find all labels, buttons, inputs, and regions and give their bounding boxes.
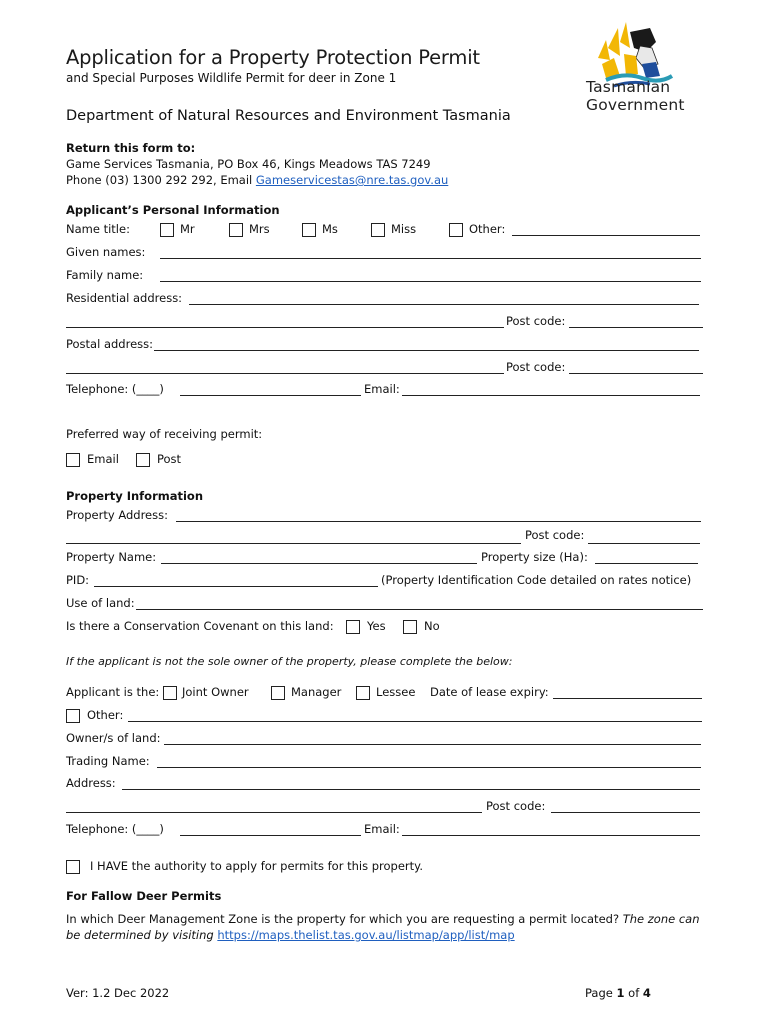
- authority-checkbox[interactable]: [66, 860, 80, 874]
- covenant-no-checkbox[interactable]: [403, 620, 417, 634]
- given-names-label: Given names:: [66, 245, 146, 259]
- owner-email-label: Email:: [364, 822, 400, 836]
- property-size-label: Property size (Ha):: [481, 550, 588, 564]
- title-miss-checkbox[interactable]: [371, 223, 385, 237]
- postal-postcode-label: Post code:: [506, 360, 566, 374]
- property-address-field-2[interactable]: [66, 543, 521, 544]
- covenant-label: Is there a Conservation Covenant on this land:: [66, 619, 334, 633]
- trading-name-label: Trading Name:: [66, 754, 150, 768]
- property-name-label: Property Name:: [66, 550, 157, 564]
- title-ms-checkbox[interactable]: [302, 223, 316, 237]
- residential-address-field-2[interactable]: [66, 327, 504, 328]
- land-use-field[interactable]: [136, 609, 703, 610]
- page-number: [585, 986, 651, 1000]
- covenant-yes-checkbox[interactable]: [346, 620, 360, 634]
- postal-address-field-2[interactable]: [66, 373, 504, 374]
- fallow-question-line: [66, 912, 706, 926]
- logo-text-line2: Government: [586, 96, 685, 114]
- pid-label: PID:: [66, 573, 90, 587]
- fallow-question: In which Deer Management Zone is the property for which you are requesting a permit located?: [66, 912, 620, 926]
- pid-field[interactable]: [94, 586, 378, 587]
- role-manager-label: Manager: [291, 685, 342, 699]
- property-heading: Property Information: [66, 489, 204, 503]
- return-phone: Phone (03) 1300 292 292, Email: [66, 173, 256, 187]
- residential-address-label: Residential address:: [66, 291, 183, 305]
- title-mr-label: Mr: [180, 222, 195, 236]
- fallow-heading: For Fallow Deer Permits: [66, 889, 222, 903]
- owner-address-field-2[interactable]: [66, 812, 482, 813]
- residential-postcode-field[interactable]: [569, 327, 703, 328]
- title-mr-checkbox[interactable]: [160, 223, 174, 237]
- zone-note-part1: The zone can: [622, 912, 700, 926]
- family-name-label: Family name:: [66, 268, 144, 282]
- role-joint-owner-checkbox[interactable]: [163, 686, 177, 700]
- pid-note: (Property Identification Code detailed on rates notice): [381, 573, 692, 587]
- covenant-no-label: No: [424, 619, 440, 633]
- name-title-label: Name title:: [66, 222, 130, 236]
- property-postcode-label: Post code:: [525, 528, 585, 542]
- owner-address-label: Address:: [66, 776, 116, 790]
- return-contact: [66, 173, 448, 187]
- department-name: Department of Natural Resources and Environment Tasmania: [66, 108, 511, 124]
- trading-name-field[interactable]: [157, 767, 701, 768]
- title-mrs-checkbox[interactable]: [229, 223, 243, 237]
- page-current: 1: [616, 986, 625, 1000]
- logo-text-line1: Tasmanian: [586, 78, 671, 96]
- role-lessee-checkbox[interactable]: [356, 686, 370, 700]
- property-address-field[interactable]: [176, 521, 701, 522]
- return-heading: Return this form to:: [66, 141, 196, 155]
- owner-address-field[interactable]: [122, 789, 700, 790]
- title-other-checkbox[interactable]: [449, 223, 463, 237]
- property-name-field[interactable]: [161, 563, 477, 564]
- page-total: 4: [642, 986, 651, 1000]
- owner-note: If the applicant is not the sole owner of the property, please complete the below:: [66, 655, 513, 668]
- role-other-field[interactable]: [128, 721, 702, 722]
- telephone-label: Telephone: (____): [66, 382, 164, 396]
- land-use-label: Use of land:: [66, 596, 135, 610]
- postal-address-label: Postal address:: [66, 337, 154, 351]
- owner-email-field[interactable]: [402, 835, 700, 836]
- receive-email-label: Email: [87, 452, 119, 466]
- role-other-label: Other:: [87, 708, 124, 722]
- given-names-field[interactable]: [160, 258, 701, 259]
- lease-expiry-field[interactable]: [553, 698, 702, 699]
- form-subtitle: and Special Purposes Wildlife Permit for deer in Zone 1: [66, 71, 397, 85]
- owners-label: Owner/s of land:: [66, 731, 161, 745]
- property-address-label: Property Address:: [66, 508, 168, 522]
- version-label: Ver: 1.2 Dec 2022: [66, 986, 170, 1000]
- applicant-is-label: Applicant is the:: [66, 685, 160, 699]
- authority-label: I HAVE the authority to apply for permits for this property.: [90, 859, 423, 873]
- owner-telephone-label: Telephone: (____): [66, 822, 164, 836]
- return-email-link[interactable]: Gameservicestas@nre.tas.gov.au: [255, 173, 449, 187]
- form-title: Application for a Property Protection Permit: [66, 46, 480, 69]
- return-address: Game Services Tasmania, PO Box 46, Kings Meadows TAS 7249: [66, 157, 431, 171]
- title-other-label: Other:: [469, 222, 506, 236]
- residential-address-field[interactable]: [189, 304, 699, 305]
- title-ms-label: Ms: [322, 222, 338, 236]
- family-name-field[interactable]: [160, 281, 701, 282]
- property-postcode-field[interactable]: [588, 543, 700, 544]
- receive-post-label: Post: [157, 452, 182, 466]
- owner-telephone-field[interactable]: [180, 835, 361, 836]
- applicant-heading: Applicant’s Personal Information: [66, 203, 280, 217]
- owner-postcode-field[interactable]: [551, 812, 700, 813]
- role-manager-checkbox[interactable]: [271, 686, 285, 700]
- title-mrs-label: Mrs: [249, 222, 270, 236]
- zone-note-part2: be determined by visiting: [66, 928, 214, 942]
- receive-email-checkbox[interactable]: [66, 453, 80, 467]
- thelist-map-link[interactable]: https://maps.thelist.tas.gov.au/listmap/app/list/map: [217, 928, 515, 942]
- lease-expiry-label: Date of lease expiry:: [430, 685, 549, 699]
- postal-postcode-field[interactable]: [569, 373, 703, 374]
- title-other-field[interactable]: [512, 235, 700, 236]
- postal-address-field[interactable]: [154, 350, 699, 351]
- covenant-yes-label: Yes: [367, 619, 386, 633]
- property-size-field[interactable]: [595, 563, 698, 564]
- preferred-way-label: Preferred way of receiving permit:: [66, 427, 263, 441]
- role-joint-owner-label: Joint Owner: [182, 685, 249, 699]
- zone-note-line2: [66, 928, 515, 942]
- email-field[interactable]: [402, 395, 700, 396]
- residential-postcode-label: Post code:: [506, 314, 566, 328]
- role-other-checkbox[interactable]: [66, 709, 80, 723]
- email-label: Email:: [364, 382, 400, 396]
- page-of: of: [624, 986, 643, 1000]
- owners-field[interactable]: [164, 744, 701, 745]
- role-lessee-label: Lessee: [376, 685, 416, 699]
- owner-postcode-label: Post code:: [486, 799, 546, 813]
- page-prefix: Page: [585, 986, 617, 1000]
- telephone-field[interactable]: [180, 395, 361, 396]
- receive-post-checkbox[interactable]: [136, 453, 150, 467]
- title-miss-label: Miss: [391, 222, 417, 236]
